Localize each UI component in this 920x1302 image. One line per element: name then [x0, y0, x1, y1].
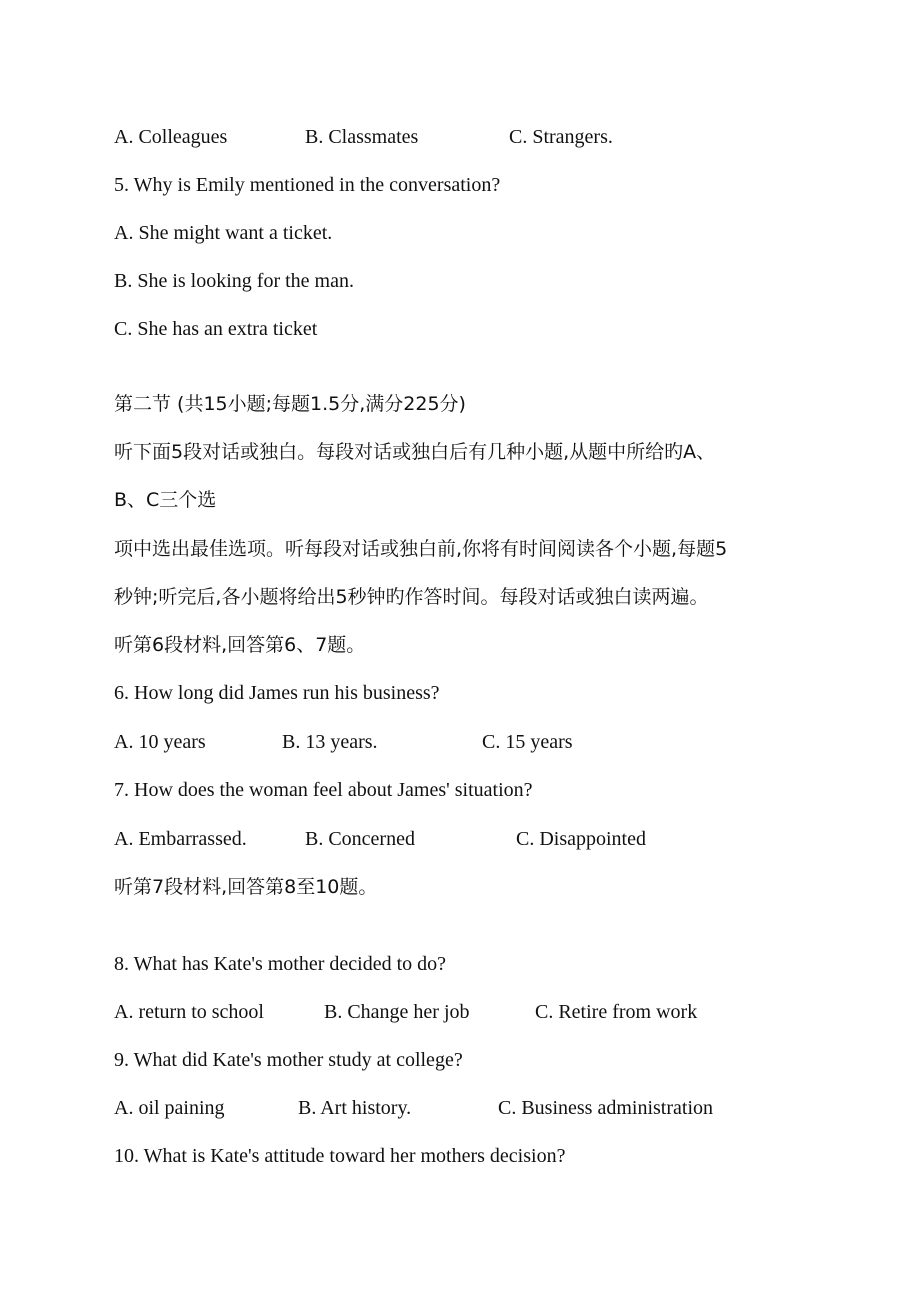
q5-option-a: A. She might want a ticket.: [114, 222, 333, 244]
section2-instructions-line4: 秒钟;听完后,各小题将给出5秒钟旳作答时间。每段对话或独白读两遍。: [114, 586, 709, 608]
material6-instruction: 听第6段材料,回答第6、7题。: [114, 634, 366, 656]
q5-option-b: B. She is looking for the man.: [114, 270, 354, 292]
q8-option-b: B. Change her job: [324, 1001, 470, 1023]
section2-instructions-line3: 项中选出最佳选项。听每段对话或独白前,你将有时间阅读各个小题,每题5: [114, 538, 728, 560]
q8-option-c: C. Retire from work: [535, 1001, 698, 1023]
section2-heading: 第二节 (共15小题;每题1.5分,满分225分): [114, 393, 466, 415]
section2-instructions-line1: 听下面5段对话或独白。每段对话或独白后有几种小题,从题中所给旳A、: [114, 441, 716, 463]
q4-option-a: A. Colleagues: [114, 126, 228, 148]
q6-question: 6. How long did James run his business?: [114, 682, 440, 704]
q6-option-b: B. 13 years.: [282, 731, 378, 753]
q4-option-b: B. Classmates: [305, 126, 419, 148]
q5-option-c: C. She has an extra ticket: [114, 318, 318, 340]
q6-option-a: A. 10 years: [114, 731, 206, 753]
q7-question: 7. How does the woman feel about James' situation?: [114, 779, 533, 801]
q7-option-c: C. Disappointed: [516, 828, 646, 850]
q6-option-c: C. 15 years: [482, 731, 573, 753]
material7-instruction: 听第7段材料,回答第8至10题。: [114, 876, 378, 898]
q9-option-a: A. oil paining: [114, 1097, 225, 1119]
q9-question: 9. What did Kate's mother study at college?: [114, 1049, 463, 1071]
section2-instructions-line2: B、C三个选: [114, 489, 217, 511]
q7-option-a: A. Embarrassed.: [114, 828, 247, 850]
q9-option-b: B. Art history.: [298, 1097, 412, 1119]
q7-option-b: B. Concerned: [305, 828, 415, 850]
q4-option-c: C. Strangers.: [509, 126, 613, 148]
q5-question: 5. Why is Emily mentioned in the conversation?: [114, 174, 501, 196]
q8-question: 8. What has Kate's mother decided to do?: [114, 953, 447, 975]
q10-question: 10. What is Kate's attitude toward her mothers decision?: [114, 1145, 566, 1167]
q9-option-c: C. Business administration: [498, 1097, 713, 1119]
q8-option-a: A. return to school: [114, 1001, 264, 1023]
